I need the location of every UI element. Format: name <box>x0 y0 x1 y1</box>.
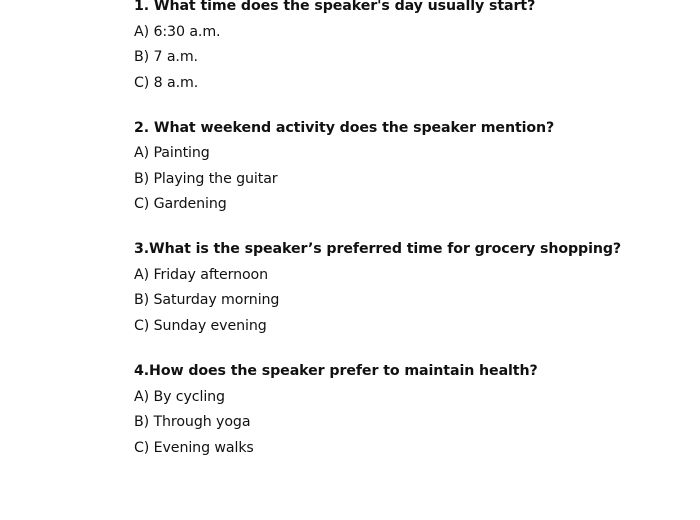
question-2-option-c: C) Gardening <box>134 196 227 213</box>
question-4-option-b: B) Through yoga <box>134 414 251 431</box>
question-4-text: 4.How does the speaker prefer to maintain health? <box>134 363 538 380</box>
question-2-option-b: B) Playing the guitar <box>134 170 278 187</box>
question-block-4 <box>134 361 674 458</box>
question-4-option-a: A) By cycling <box>134 388 225 405</box>
question-3-text: 3.What is the speaker’s preferred time for grocery shopping? <box>134 241 622 258</box>
question-1-option-c: C) 8 a.m. <box>134 74 199 91</box>
question-1-text: 1. What time does the speaker's day usually start? <box>134 0 536 14</box>
question-block-1 <box>134 0 674 93</box>
question-3-option-b: B) Saturday morning <box>134 292 280 309</box>
question-1-option-b: B) 7 a.m. <box>134 49 198 66</box>
question-4-option-c: C) Evening walks <box>134 439 254 456</box>
quiz-document <box>134 0 674 483</box>
question-1-option-a: A) 6:30 a.m. <box>134 23 221 40</box>
question-2-option-a: A) Painting <box>134 145 210 162</box>
question-block-2 <box>134 118 674 215</box>
question-3-option-a: A) Friday afternoon <box>134 266 269 283</box>
question-2-text: 2. What weekend activity does the speaker mention? <box>134 119 555 136</box>
question-3-option-c: C) Sunday evening <box>134 318 267 335</box>
question-block-3 <box>134 239 674 336</box>
